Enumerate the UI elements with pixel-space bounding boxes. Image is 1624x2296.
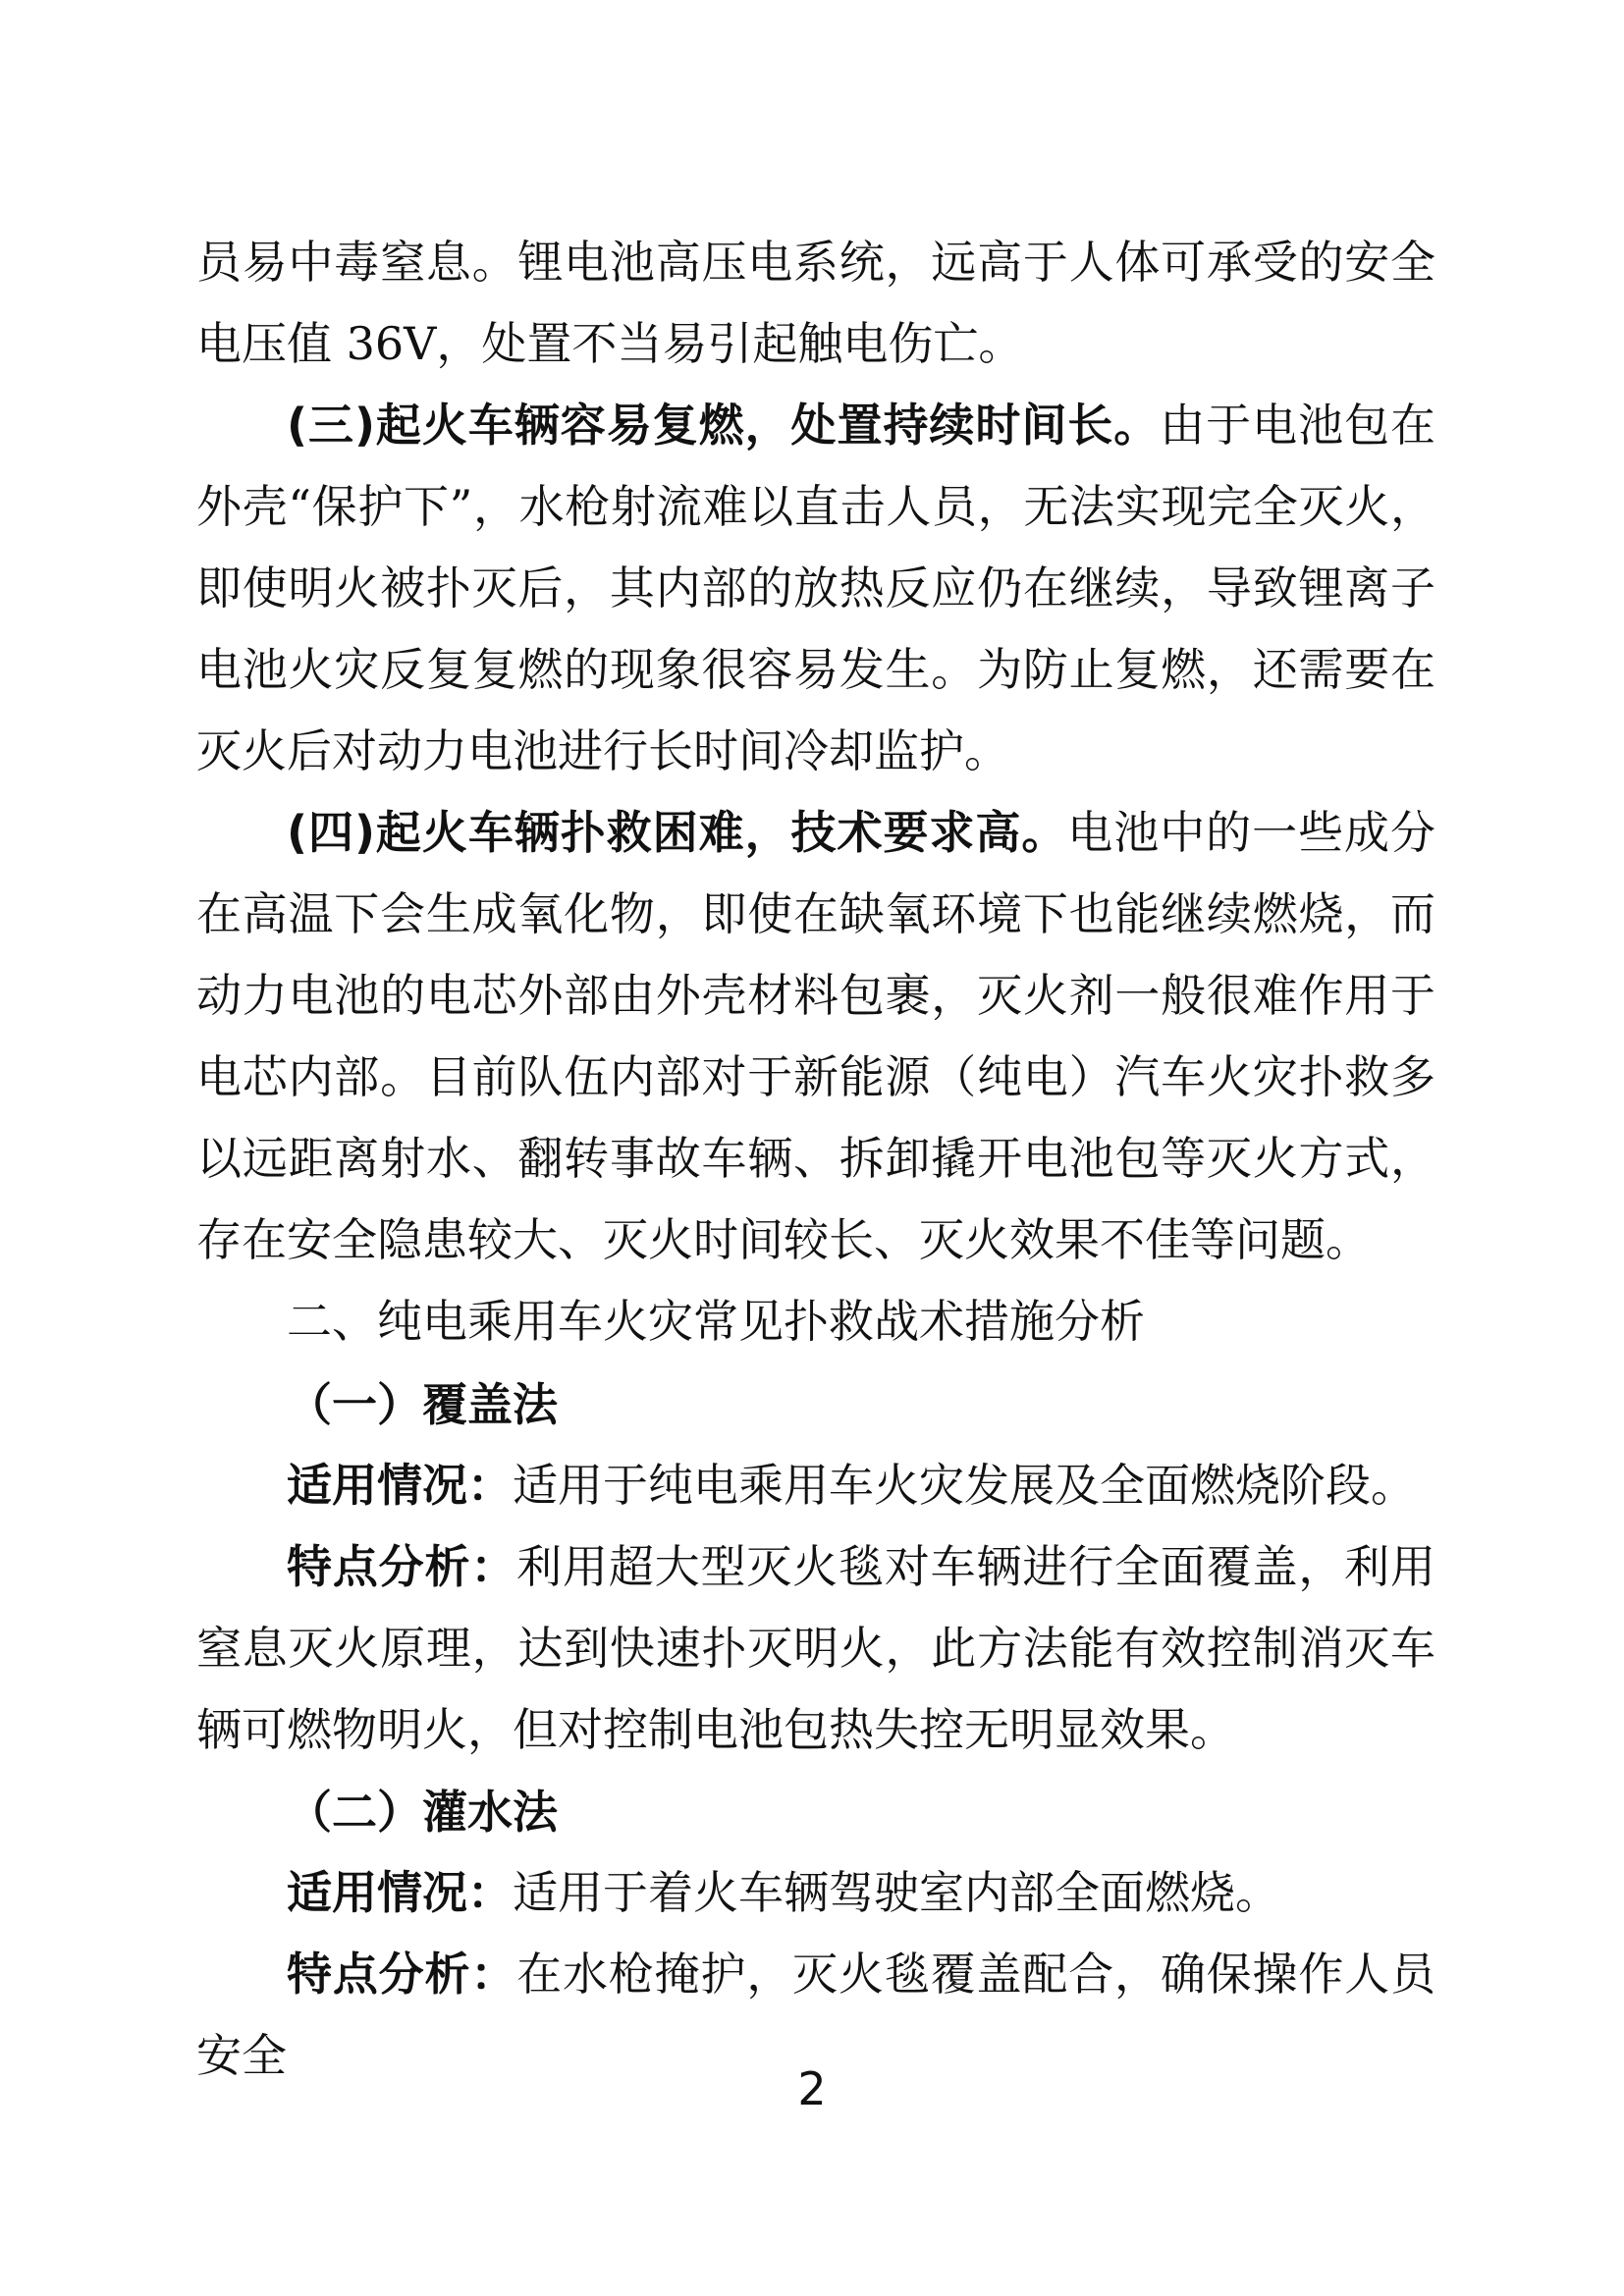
paragraph-text: 适用于着火车辆驾驶室内部全面燃烧。 [513, 1866, 1280, 1919]
paragraph-text: 在水枪掩护，灭火毯覆盖配合，确保操作人员安全 [196, 1948, 1436, 2082]
feature-analysis-covering [196, 1526, 1435, 1771]
paragraph-difficulty [196, 792, 1435, 1281]
applicable-situation-covering [196, 1445, 1435, 1526]
paragraph-text: 由于电池包在外壳“保护下”，水枪射流难以直击人员，无法实现完全灭火，即使明火被扑灭后，其内部的放热反应仍在继续，导致锂离子电池火灾反复复燃的现象很容易发生。为防止复燃，还需要在灭火后对动力电池进行长时间冷却监护。 [196, 399, 1436, 777]
paragraph-text: 利用超大型灭火毯对车辆进行全面覆盖，利用窒息灭火原理，达到快速扑灭明火，此方法能有效控制消灭车辆可燃物明火，但对控制电池包热失控无明显效果。 [196, 1540, 1436, 1756]
label-bold: 适用情况： [287, 1866, 513, 1919]
section-title: 二、纯电乘用车火灾常见扑救战术措施分析 [287, 1295, 1145, 1348]
paragraph-lead-bold: (四)起火车辆扑救困难，技术要求高。 [287, 806, 1068, 859]
paragraph-intro-continuation [196, 222, 1435, 385]
subsection-title-covering: （一）覆盖法 [287, 1378, 558, 1431]
label-bold: 适用情况： [287, 1459, 513, 1512]
page-number: 2 [797, 2062, 827, 2115]
paragraph-text: 适用于纯电乘用车火灾发展及全面燃烧阶段。 [513, 1459, 1416, 1512]
subsection-title-flooding: （二）灌水法 [287, 1786, 558, 1839]
applicable-situation-flooding [196, 1852, 1435, 1934]
paragraph-text: 员易中毒窒息。锂电池高压电系统，远高于人体可承受的安全电压值 36V，处置不当易引起触电伤亡。 [196, 236, 1435, 370]
label-bold: 特点分析： [287, 1948, 517, 2001]
paragraph-reignition [196, 385, 1435, 792]
label-bold: 特点分析： [287, 1540, 517, 1593]
paragraph-lead-bold: (三)起火车辆容易复燃，处置持续时间长。 [287, 399, 1161, 452]
paragraph-text: 电池中的一些成分在高温下会生成氧化物，即使在缺氧环境下也能继续燃烧，而动力电池的电芯外部由外壳材料包裹，灭火剂一般很难作用于电芯内部。目前队伍内部对于新能源（纯电）汽车火灾扑救多以远距离射水、翻转事故车辆、拆卸撬开电池包等灭火方式，存在安全隐患较大、灭火时间较长、灭火效果不佳等问题。 [196, 806, 1436, 1266]
